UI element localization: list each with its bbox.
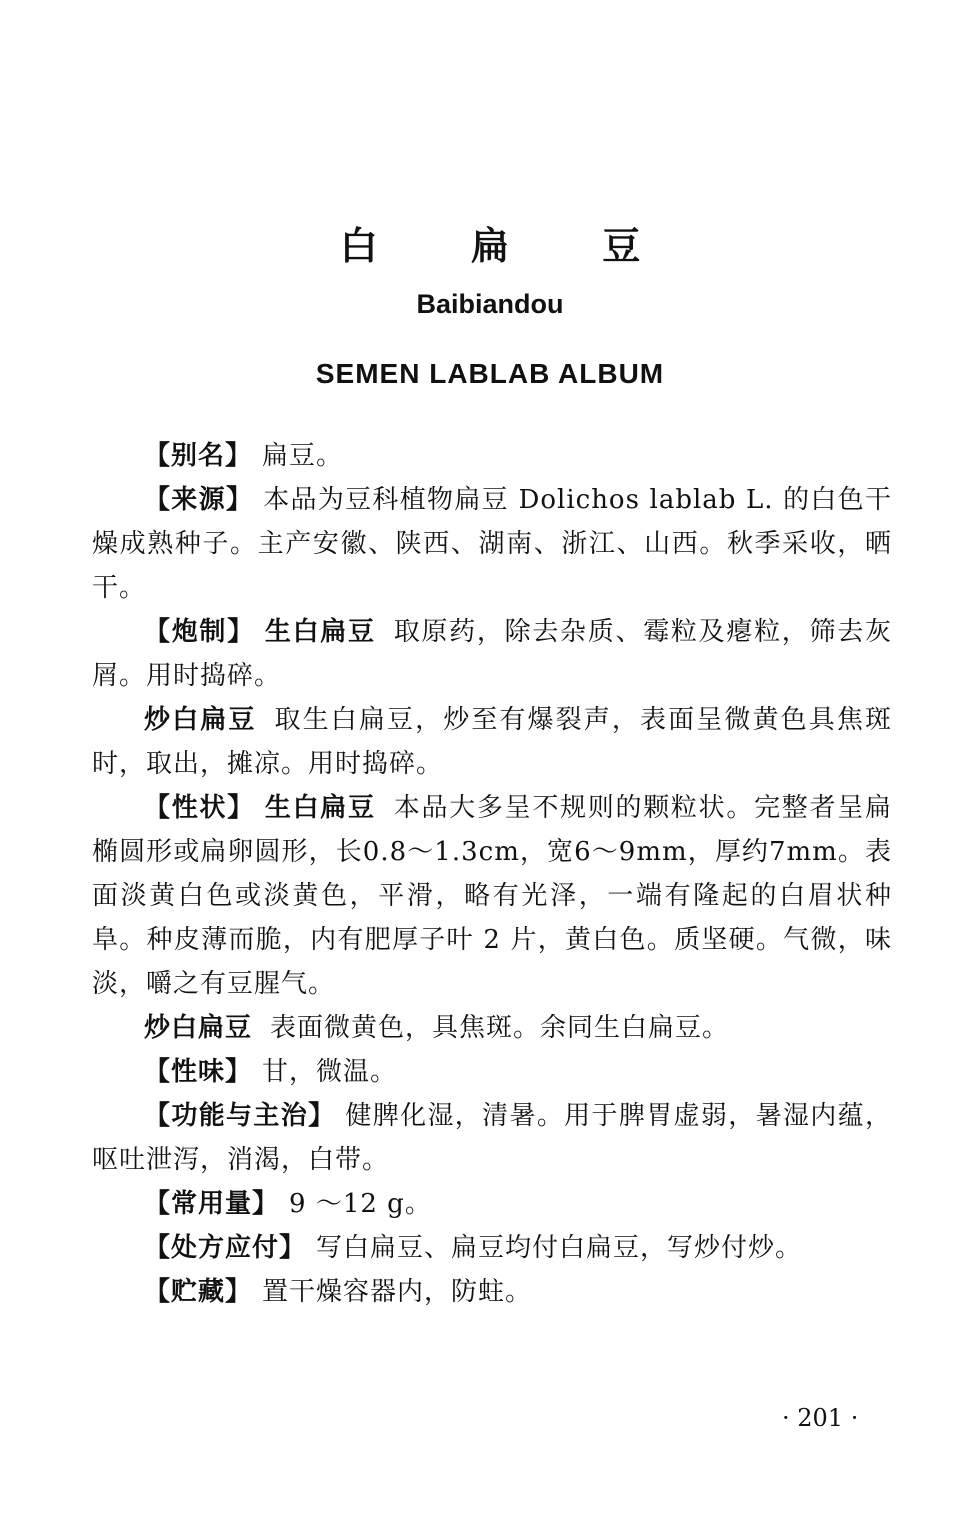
section-subheading: 炒白扁豆 bbox=[144, 1013, 253, 1043]
section-label: 【处方应付】 bbox=[144, 1233, 307, 1263]
section-subheading: 炒白扁豆 bbox=[144, 705, 257, 735]
section-storage bbox=[92, 1270, 892, 1314]
section-processing bbox=[92, 610, 892, 698]
section-alias bbox=[92, 434, 892, 478]
section-text: 本品大多呈不规则的颗粒状。完整者呈扁椭圆形或扁卵圆形，长0.8～1.3cm，宽6～9mm，厚约7mm。表面淡黄白色或淡黄色，平滑，略有光泽，一端有隆起的白眉状种阜。种皮薄而脆，内有肥厚子叶 2 片，黄白色。质坚硬。气微，味淡，嚼之有豆腥气。 bbox=[92, 793, 892, 999]
section-text: 取原药，除去杂质、霉粒及瘪粒，筛去灰屑。用时捣碎。 bbox=[92, 617, 892, 691]
section-label: 【贮藏】 bbox=[144, 1277, 253, 1307]
title-char-2: 扁 bbox=[470, 224, 509, 268]
section-prescription bbox=[92, 1226, 892, 1270]
title-char-3: 豆 bbox=[602, 224, 641, 268]
section-label: 【常用量】 bbox=[144, 1189, 280, 1219]
section-subheading: 生白扁豆 bbox=[264, 793, 376, 823]
section-processing-fried bbox=[92, 698, 892, 786]
section-characteristics bbox=[92, 786, 892, 1006]
page-title-pinyin: Baibiandou bbox=[416, 289, 564, 319]
section-label: 【功能与主治】 bbox=[144, 1101, 336, 1131]
section-text: 置干燥容器内，防蛀。 bbox=[262, 1277, 533, 1307]
section-subheading: 生白扁豆 bbox=[264, 617, 376, 647]
section-label: 【性状】 bbox=[144, 793, 255, 823]
section-text: 写白扁豆、扁豆均付白扁豆，写炒付炒。 bbox=[316, 1233, 803, 1263]
page-number: · 201 · bbox=[782, 1404, 859, 1432]
section-text: 取生白扁豆，炒至有爆裂声，表面呈微黄色具焦斑时，取出，摊凉。用时捣碎。 bbox=[92, 705, 892, 779]
section-text: 甘，微温。 bbox=[262, 1057, 398, 1087]
section-text: 本品为豆科植物扁豆 Dolichos lablab L. 的白色干燥成熟种子。主产安徽、陕西、湖南、浙江、山西。秋季采收，晒干。 bbox=[92, 485, 892, 603]
section-characteristics-fried bbox=[92, 1006, 892, 1050]
page-title-chinese bbox=[0, 222, 980, 270]
section-text: 9 ～12 g。 bbox=[289, 1189, 432, 1219]
section-label: 【炮制】 bbox=[144, 617, 255, 647]
section-label: 【来源】 bbox=[144, 485, 254, 515]
section-text: 扁豆。 bbox=[262, 441, 344, 471]
section-dosage bbox=[92, 1182, 892, 1226]
monograph-body bbox=[92, 434, 892, 1314]
title-char-1: 白 bbox=[339, 224, 378, 268]
section-nature-taste bbox=[92, 1050, 892, 1094]
section-label: 【别名】 bbox=[144, 441, 253, 471]
section-source bbox=[92, 478, 892, 610]
section-functions bbox=[92, 1094, 892, 1182]
page-title-latin: SEMEN LABLAB ALBUM bbox=[315, 358, 665, 389]
section-text: 健脾化湿，清暑。用于脾胃虚弱，暑湿内蕴，呕吐泄泻，消渴，白带。 bbox=[92, 1101, 892, 1175]
section-label: 【性味】 bbox=[144, 1057, 253, 1087]
section-text: 表面微黄色，具焦斑。余同生白扁豆。 bbox=[270, 1013, 730, 1043]
